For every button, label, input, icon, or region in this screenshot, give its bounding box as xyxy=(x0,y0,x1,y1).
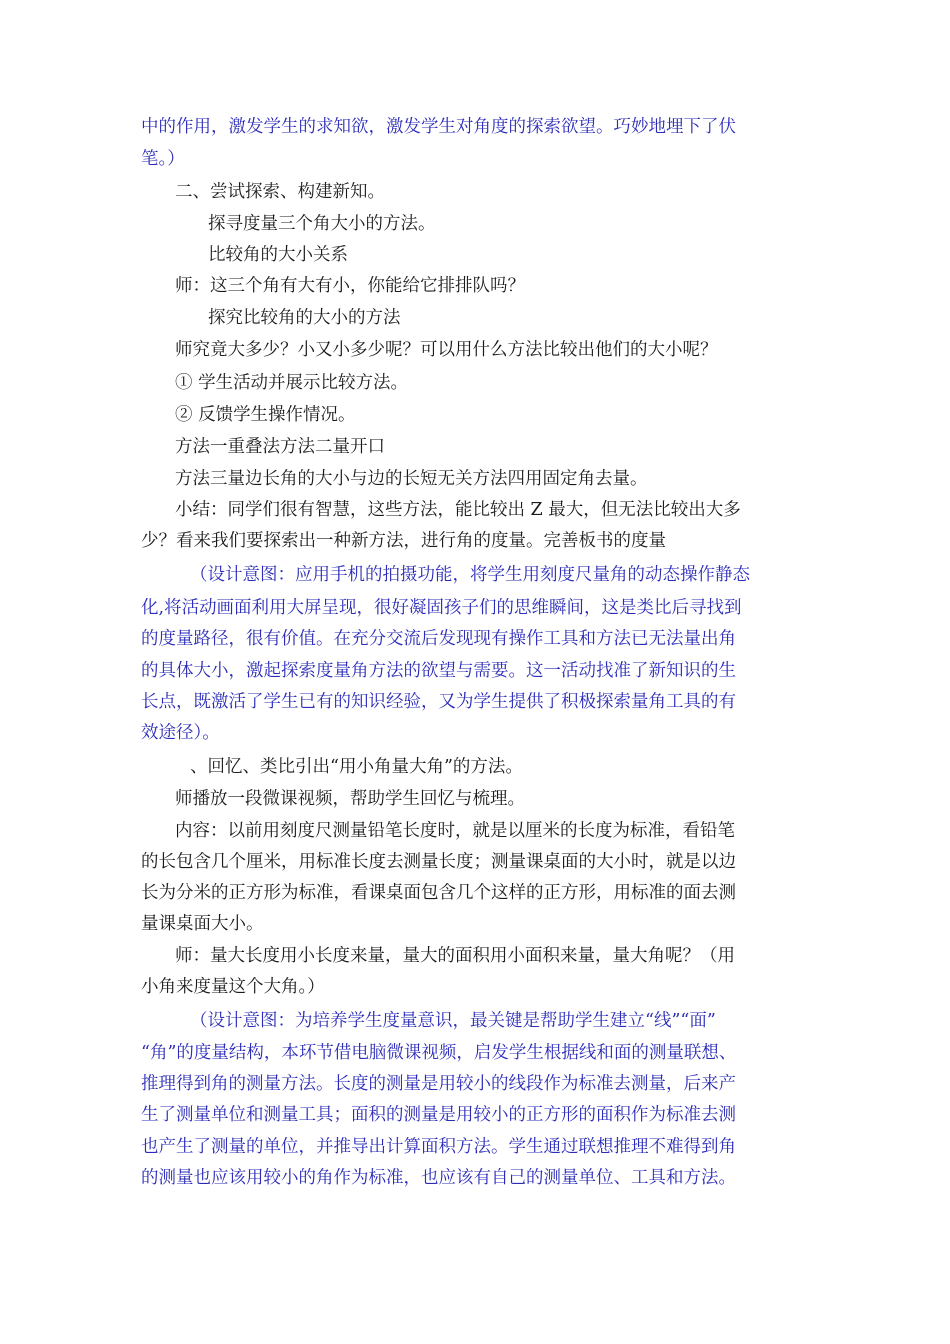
design-note-line: “角”的度量结构，本环节借电脑微课视频，启发学生根据线和面的测量联想、 xyxy=(141,1043,737,1063)
design-note-line: 的测量也应该用较小的角作为标准，也应该有自己的测量单位、工具和方法。 xyxy=(141,1168,736,1188)
design-note-line: （设计意图：应用手机的拍摄功能，将学生用刻度尺量角的动态操作静态 xyxy=(190,565,750,585)
design-note-line: 的具体大小，激起探索度量角方法的欲望与需要。这一活动找准了新知识的生 xyxy=(141,661,736,681)
text-line: 的长包含几个厘米，用标准长度去测量长度；测量课桌面的大小时，就是以边 xyxy=(141,852,736,872)
text-line: 比较角的大小关系 xyxy=(208,245,348,265)
text-line: 小角来度量这个大角。） xyxy=(141,977,325,997)
list-item: ① 学生活动并展示比较方法。 xyxy=(175,373,409,393)
text-line: 师：量大长度用小长度来量，量大的面积用小面积来量，量大角呢？（用 xyxy=(175,946,735,966)
text-line: 少？看来我们要探索出一种新方法，进行角的度量。完善板书的度量 xyxy=(141,531,666,551)
text-line: 内容：以前用刻度尺测量铅笔长度时，就是以厘米的长度为标准，看铅笔 xyxy=(175,821,735,841)
section-heading: 、回忆、类比引出“用小角量大角”的方法。 xyxy=(190,757,523,777)
design-note-line: 的度量路径，很有价值。在充分交流后发现现有操作工具和方法已无法量出角 xyxy=(141,629,736,649)
design-note-line: 化,将活动画面利用大屏呈现，很好凝固孩子们的思维瞬间，这是类比后寻找到 xyxy=(141,598,742,618)
text-line: 笔。） xyxy=(141,149,185,169)
text-line: 中的作用，激发学生的求知欲，激发学生对角度的探索欲望。巧妙地埋下了伏 xyxy=(141,117,736,137)
list-item: ② 反馈学生操作情况。 xyxy=(175,405,356,425)
text-line: 方法三量边长角的大小与边的长短无关方法四用固定角去量。 xyxy=(175,469,648,489)
text-line: 方法一重叠法方法二量开口 xyxy=(175,437,385,457)
text-line: 师究竟大多少？小又小多少呢？可以用什么方法比较出他们的大小呢？ xyxy=(175,340,718,360)
text-line: 探寻度量三个角大小的方法。 xyxy=(208,214,436,234)
design-note-line: 生了测量单位和测量工具；面积的测量是用较小的正方形的面积作为标准去测 xyxy=(141,1105,736,1125)
text-line: 师：这三个角有大有小，你能给它排排队吗？ xyxy=(175,276,525,296)
design-note-line: 长点，既激活了学生已有的知识经验，又为学生提供了积极探索量角工具的有 xyxy=(141,692,736,712)
design-note-line: 也产生了测量的单位，并推导出计算面积方法。学生通过联想推理不难得到角 xyxy=(141,1137,736,1157)
text-line: 长为分米的正方形为标准，看课桌面包含几个这样的正方形，用标准的面去测 xyxy=(141,883,736,903)
design-note-line: （设计意图：为培养学生度量意识，最关键是帮助学生建立“线”“面” xyxy=(190,1011,716,1031)
text-line: 探究比较角的大小的方法 xyxy=(208,308,401,328)
section-heading: 二、尝试探索、构建新知。 xyxy=(175,182,385,202)
design-note-line: 效途径）。 xyxy=(141,723,220,743)
text-line: 师播放一段微课视频，帮助学生回忆与梳理。 xyxy=(175,789,525,809)
text-line: 小结：同学们很有智慧，这些方法，能比较出 Z 最大，但无法比较出大多 xyxy=(175,500,741,520)
text-line: 量课桌面大小。 xyxy=(141,914,264,934)
design-note-line: 推理得到角的测量方法。长度的测量是用较小的线段作为标准去测量，后来产 xyxy=(141,1074,736,1094)
